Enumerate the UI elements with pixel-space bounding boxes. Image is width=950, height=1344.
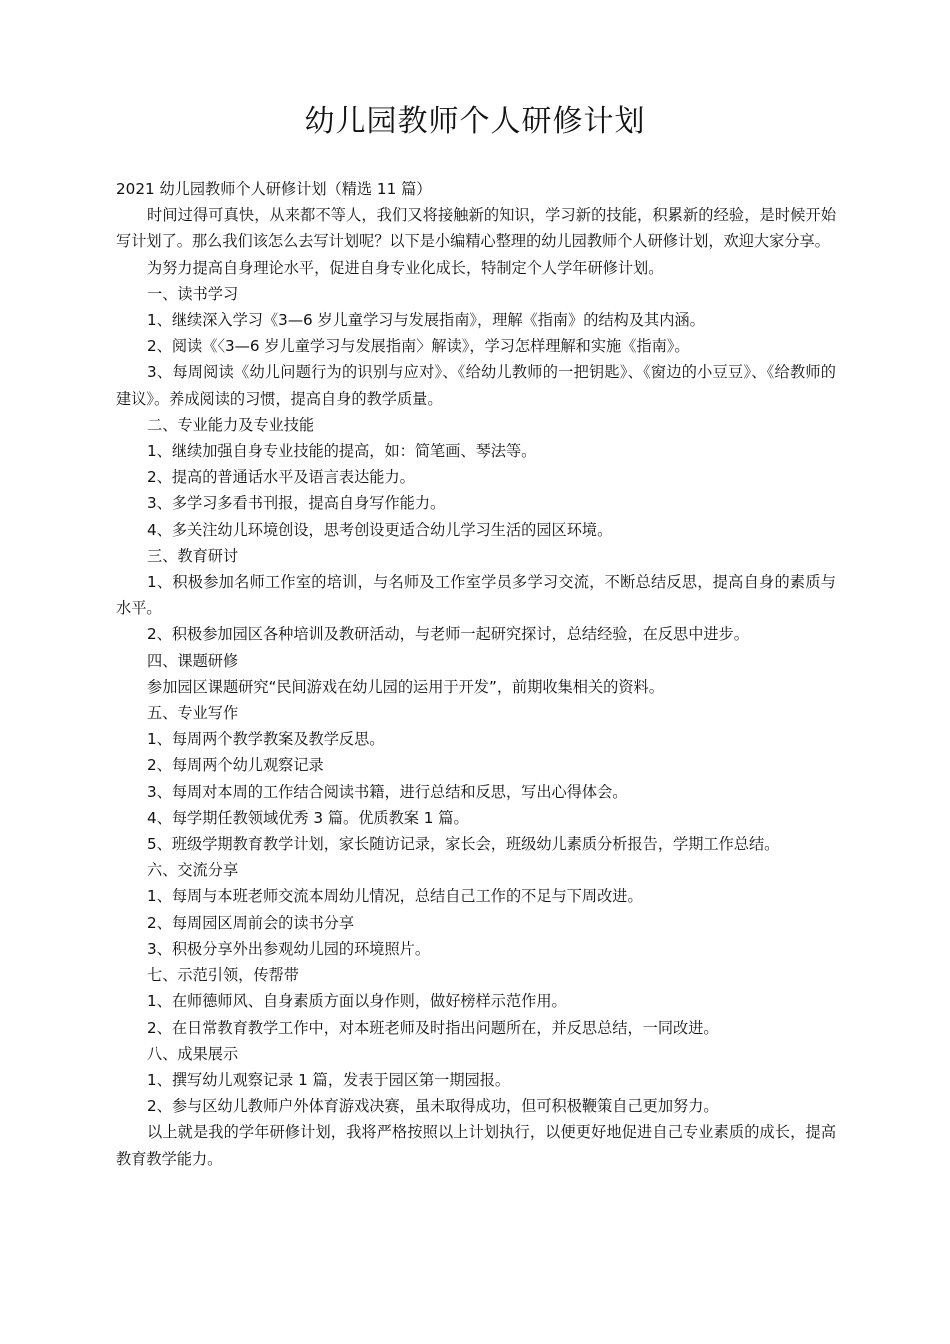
document-paragraph: 1、继续深入学习《3—6 岁儿童学习与发展指南》，理解《指南》的结构及其内涵。: [147, 311, 705, 330]
document-paragraph: 4、多关注幼儿环境创设，思考创设更适合幼儿学习生活的园区环境。: [147, 520, 613, 539]
document-paragraph: 1、在师德师风、自身素质方面以身作则，做好榜样示范作用。: [147, 992, 567, 1011]
document-paragraph: 时间过得可真快，从来都不等人，我们又将接触新的知识，学习新的技能，积累新的经验，是时候开始写计划了。那么我们该怎么去写计划呢？以下是小编精心整理的幼儿园教师个人研修计划，欢迎大家分享。: [116, 206, 836, 251]
document-paragraph: 1、积极参加名师工作室的培训，与名师及工作室学员多学习交流，不断总结反思，提高自身的素质与水平。: [116, 573, 836, 618]
document-paragraph: 四、课题研修: [147, 651, 239, 670]
document-paragraph: 1、每周与本班老师交流本周幼儿情况，总结自己工作的不足与下周改进。: [147, 887, 643, 906]
document-paragraph: 1、继续加强自身专业技能的提高，如：简笔画、琴法等。: [147, 442, 537, 461]
document-paragraph: 六、交流分享: [147, 861, 239, 880]
document-paragraph: 2、参与区幼儿教师户外体育游戏决赛，虽未取得成功，但可积极鞭策自己更加努力。: [147, 1097, 719, 1116]
document-paragraph: 参加园区课题研究“民间游戏在幼儿园的运用于开发”，前期收集相关的资料。: [147, 677, 664, 696]
document-paragraph: 2、每周两个幼儿观察记录: [147, 756, 324, 775]
document-subtitle: 2021 幼儿园教师个人研修计划（精选 11 篇）: [116, 180, 432, 198]
document-paragraph: 三、教育研讨: [147, 546, 239, 565]
document-paragraph: 4、每学期任教领域优秀 3 篇。优质教案 1 篇。: [147, 808, 469, 827]
document-paragraph: 八、成果展示: [147, 1044, 239, 1063]
document-paragraph: 3、每周对本周的工作结合阅读书籍，进行总结和反思，写出心得体会。: [147, 782, 628, 801]
document-paragraph: 为努力提高自身理论水平，促进自身专业化成长，特制定个人学年研修计划。: [147, 258, 664, 277]
document-paragraph: 3、积极分享外出参观幼儿园的环境照片。: [147, 939, 431, 958]
document-title: 幼儿园教师个人研修计划: [304, 104, 646, 139]
document-paragraph: 五、专业写作: [147, 704, 239, 723]
document-paragraph: 七、示范引领，传帮带: [147, 966, 299, 985]
document-paragraph: 3、每周阅读《幼儿问题行为的识别与应对》、《给幼儿教师的一把钥匙》、《窗边的小豆豆》、《给教师的建议》。养成阅读的习惯，提高自身的教学质量。: [116, 363, 836, 408]
document-paragraph: 1、撰写幼儿观察记录 1 篇，发表于园区第一期园报。: [147, 1070, 511, 1089]
document-paragraph: 二、专业能力及专业技能: [147, 415, 315, 434]
document-paragraph: 一、读书学习: [147, 284, 239, 303]
document-paragraph: 以上就是我的学年研修计划，我将严格按照以上计划执行，以便更好地促进自己专业素质的成长，提高教育教学能力。: [116, 1123, 836, 1168]
document-paragraph: 3、多学习多看书刊报，提高自身写作能力。: [147, 494, 446, 513]
document-body: [116, 176, 836, 1172]
document-paragraph: 2、在日常教育教学工作中，对本班老师及时指出问题所在，并反思总结，一同改进。: [147, 1018, 719, 1037]
document-paragraph: 2、积极参加园区各种培训及教研活动，与老师一起研究探讨，总结经验，在反思中进步。: [147, 625, 749, 644]
document-paragraph: 1、每周两个教学教案及教学反思。: [147, 730, 385, 749]
document-paragraph: 2、每周园区周前会的读书分享: [147, 913, 355, 932]
document-paragraph: 2、阅读《〈3—6 岁儿童学习与发展指南〉解读》，学习怎样理解和实施《指南》。: [147, 337, 690, 356]
document-paragraph: 5、班级学期教育教学计划，家长随访记录，家长会，班级幼儿素质分析报告，学期工作总结。: [147, 835, 780, 854]
document-paragraph: 2、提高的普通话水平及语言表达能力。: [147, 468, 415, 487]
